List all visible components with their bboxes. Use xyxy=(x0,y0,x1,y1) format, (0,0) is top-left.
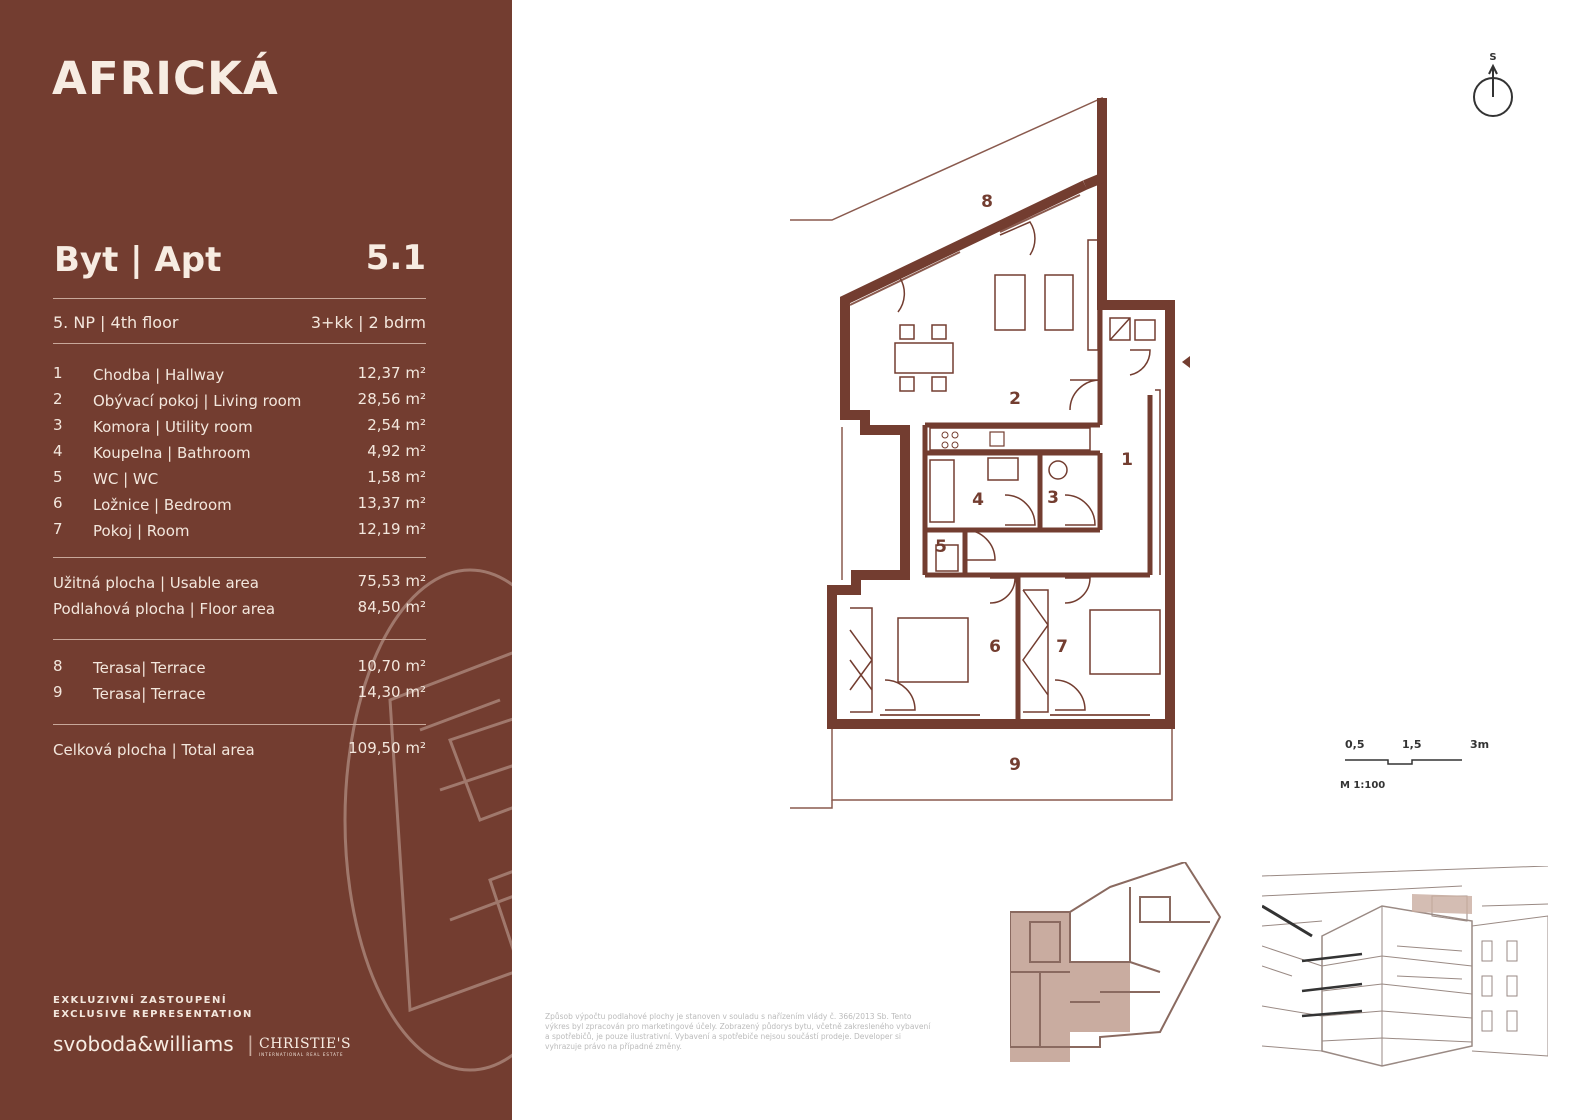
room-area: 1,58 m² xyxy=(367,468,426,486)
terrace-area: 10,70 m² xyxy=(357,657,426,675)
room-row xyxy=(53,444,426,468)
room-name: Pokoj | Room xyxy=(93,522,190,540)
room-name: Koupelna | Bathroom xyxy=(93,444,251,462)
room-row xyxy=(53,392,426,416)
room-number: 3 xyxy=(53,416,63,434)
room-row xyxy=(53,496,426,520)
divider xyxy=(53,298,426,299)
building-sketch-thumbnail xyxy=(1262,866,1548,1072)
total-area-row xyxy=(53,741,426,765)
total-area: 84,50 m² xyxy=(357,598,426,616)
room-name: Komora | Utility room xyxy=(93,418,253,436)
plan-label-9: 9 xyxy=(1009,755,1021,775)
total-name: Podlahová plocha | Floor area xyxy=(53,600,276,618)
room-number: 6 xyxy=(53,494,63,512)
scale-tick-1: 0,5 xyxy=(1345,738,1365,751)
room-number: 1 xyxy=(53,364,63,382)
room-name: Chodba | Hallway xyxy=(93,366,225,384)
plan-label-7: 7 xyxy=(1056,637,1068,657)
total-area-value: 109,50 m² xyxy=(348,739,426,757)
room-area: 12,19 m² xyxy=(357,520,426,538)
watermark-logo xyxy=(330,560,512,1080)
terrace-row xyxy=(53,685,426,709)
room-row xyxy=(53,522,426,546)
compass-icon xyxy=(1470,50,1516,122)
total-row xyxy=(53,574,426,598)
scale-bar xyxy=(1340,738,1490,798)
project-title: AFRICKÁ xyxy=(52,52,279,105)
floor-row xyxy=(53,313,426,337)
total-name: Užitná plocha | Usable area xyxy=(53,574,259,592)
representation-cz: EXKLUZIVNÍ ZASTOUPENÍ xyxy=(53,995,228,1006)
room-name: Obývací pokoj | Living room xyxy=(93,392,302,410)
floor-label: 5. NP | 4th floor xyxy=(53,313,179,332)
divider xyxy=(53,639,426,640)
plan-label-8: 8 xyxy=(981,192,993,212)
room-name: WC | WC xyxy=(93,470,159,488)
plan-label-3: 3 xyxy=(1047,488,1059,508)
plan-label-1: 1 xyxy=(1121,450,1133,470)
scale-ratio: M 1:100 xyxy=(1340,780,1386,791)
terrace-name: Terasa| Terrace xyxy=(93,659,206,677)
room-area: 13,37 m² xyxy=(357,494,426,512)
room-area: 12,37 m² xyxy=(357,364,426,382)
divider xyxy=(53,557,426,558)
total-area: 75,53 m² xyxy=(357,572,426,590)
compass-label: S xyxy=(1489,52,1497,63)
room-number: 7 xyxy=(53,520,63,538)
layout-label: 3+kk | 2 bdrm xyxy=(310,313,426,332)
plan-label-2: 2 xyxy=(1009,389,1021,409)
apartment-number: 5.1 xyxy=(365,238,426,278)
brand-separator: | xyxy=(247,1032,254,1056)
room-number: 4 xyxy=(53,442,63,460)
representation-en: EXCLUSIVE REPRESENTATION xyxy=(53,1009,253,1020)
plan-label-4: 4 xyxy=(972,490,984,510)
divider xyxy=(53,724,426,725)
terrace-area: 14,30 m² xyxy=(357,683,426,701)
terrace-row xyxy=(53,659,426,683)
terrace-name: Terasa| Terrace xyxy=(93,685,206,703)
svoboda-williams-logo: svoboda&williams xyxy=(53,1032,234,1056)
terrace-number: 9 xyxy=(53,683,63,701)
plan-label-6: 6 xyxy=(989,637,1001,657)
plan-label-5: 5 xyxy=(935,537,947,557)
total-area-name: Celková plocha | Total area xyxy=(53,741,255,759)
room-name: Ložnice | Bedroom xyxy=(93,496,232,514)
christies-subtitle: INTERNATIONAL REAL ESTATE xyxy=(259,1052,344,1057)
scale-tick-3: 3m xyxy=(1470,738,1490,751)
room-row xyxy=(53,470,426,494)
apartment-label: Byt | Apt xyxy=(54,240,222,280)
terrace-number: 8 xyxy=(53,657,63,675)
room-number: 5 xyxy=(53,468,63,486)
disclaimer-text: Způsob výpočtu podlahové plochy je stanoven v souladu s nařízením vlády č. 366/2013 Sb. Tento výkres byl zpracován pro marketingové účely. Zobrazený půdorys bytu, včetně zakresleného vybavení a spotřebičů, je pouze ilustrativní. Vybavení a spotřebiče nejsou součástí prodeje. Developer si vyhrazuje právo na případné změny. xyxy=(545,1012,931,1051)
room-area: 4,92 m² xyxy=(367,442,426,460)
room-number: 2 xyxy=(53,390,63,408)
scale-tick-2: 1,5 xyxy=(1402,738,1422,751)
room-row xyxy=(53,366,426,390)
floor-key-plan-thumbnail xyxy=(1010,862,1230,1070)
info-panel xyxy=(0,0,512,1120)
divider xyxy=(53,343,426,344)
room-row xyxy=(53,418,426,442)
room-area: 2,54 m² xyxy=(367,416,426,434)
christies-logo: CHRISTIE'S xyxy=(259,1036,352,1052)
total-row xyxy=(53,600,426,624)
room-area: 28,56 m² xyxy=(357,390,426,408)
